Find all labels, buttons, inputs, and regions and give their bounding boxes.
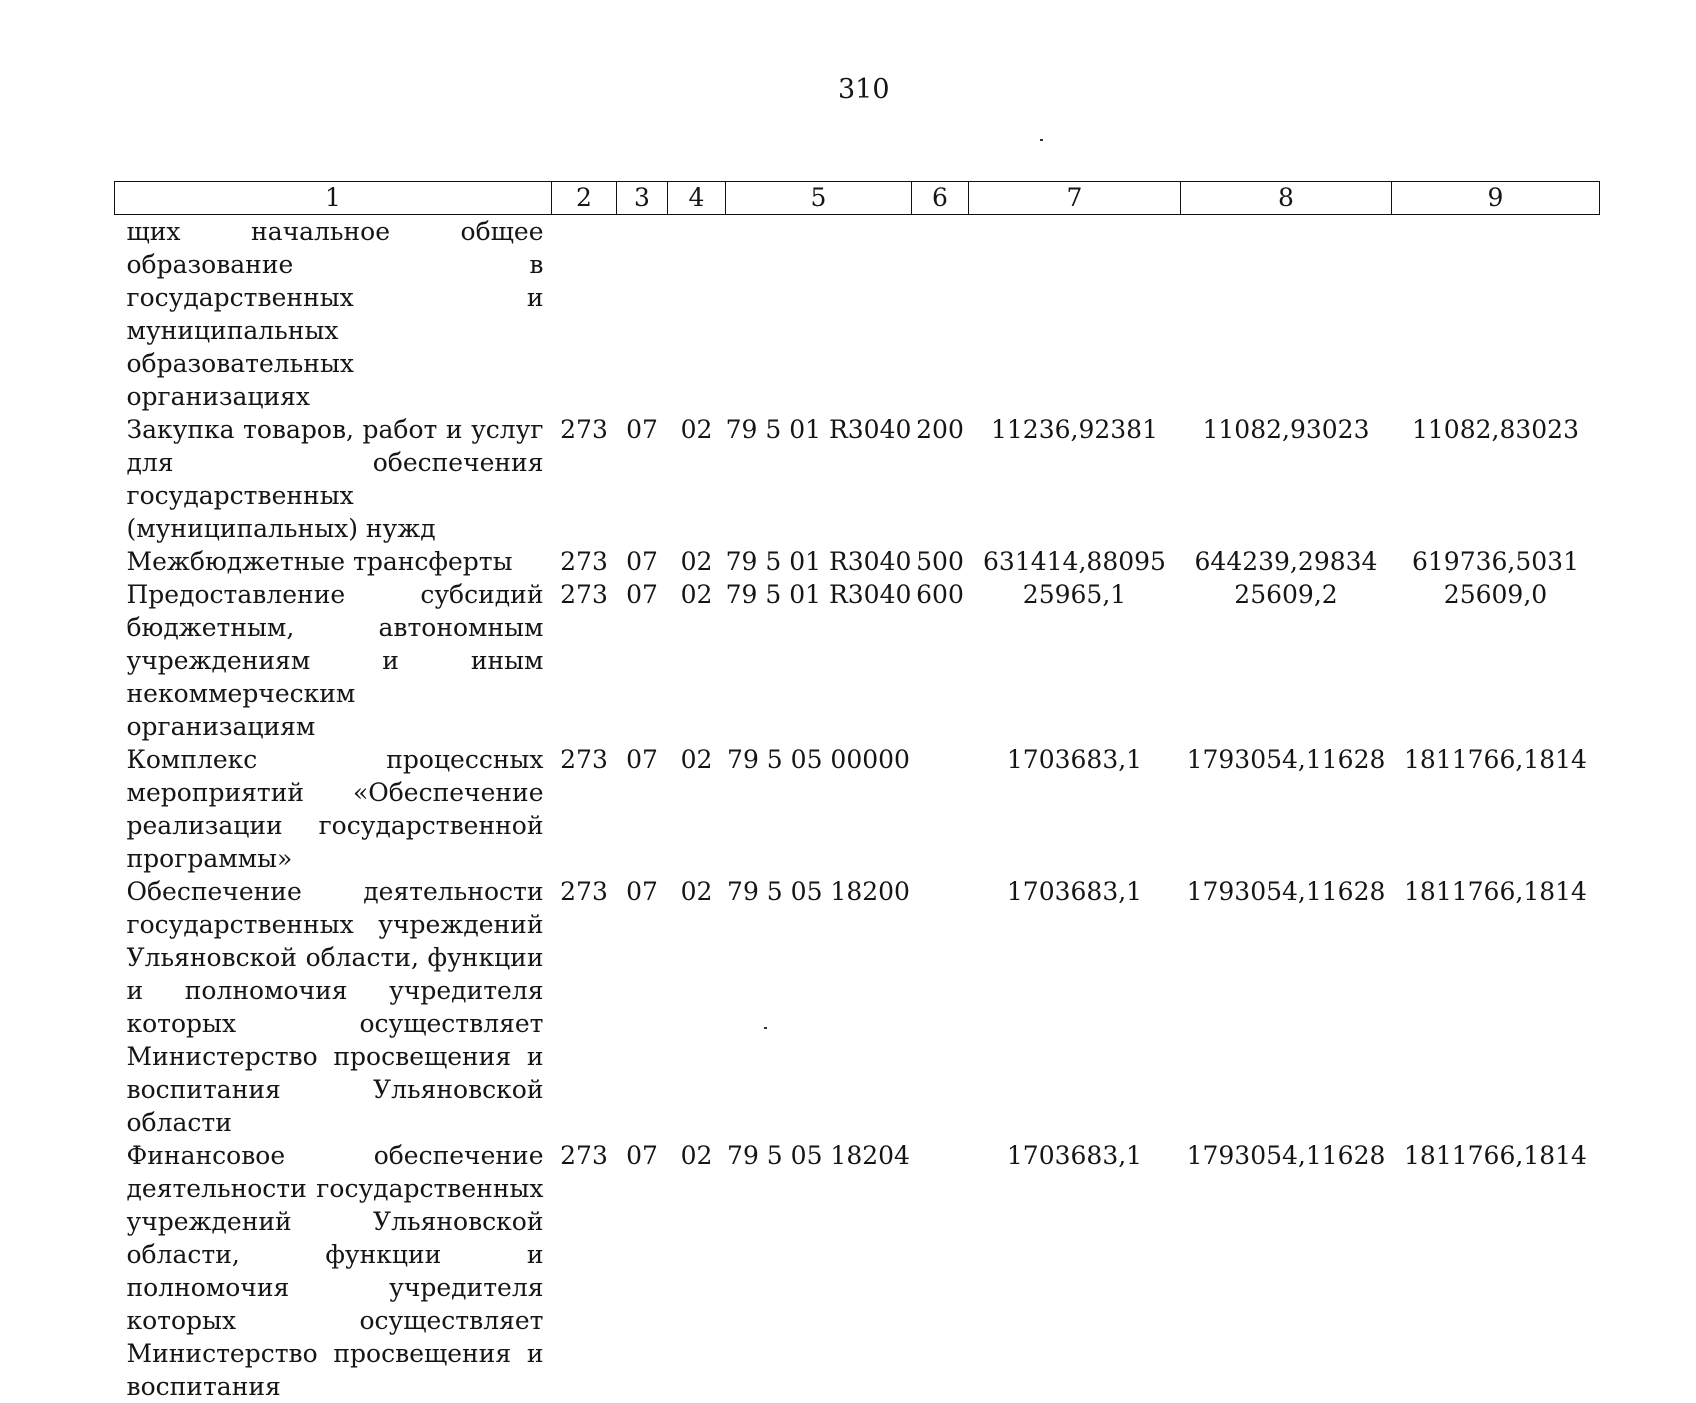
- table-row: [115, 545, 1600, 578]
- cell-subsection: 02: [668, 413, 726, 545]
- cell-section: 07: [617, 578, 668, 743]
- cell-amount-8: 644239,29834: [1181, 545, 1392, 578]
- cell-amount-8: 1793054,11628: [1181, 743, 1392, 875]
- cell-admin-code: 273: [552, 578, 617, 743]
- cell-amount-8: 25609,2: [1181, 578, 1392, 743]
- header-cell: 3: [617, 182, 668, 215]
- cell-amount-9: [1392, 215, 1600, 414]
- cell-target-code: [726, 215, 912, 414]
- header-cell: 8: [1181, 182, 1392, 215]
- cell-amount-8: 1793054,11628: [1181, 875, 1392, 1139]
- cell-amount-7: [969, 215, 1181, 414]
- header-cell: 9: [1392, 182, 1600, 215]
- cell-amount-7: 1703683,1: [969, 875, 1181, 1139]
- cell-admin-code: 273: [552, 875, 617, 1139]
- table-row: [115, 1139, 1600, 1403]
- header-cell: 5: [726, 182, 912, 215]
- cell-subsection: 02: [668, 1139, 726, 1403]
- table-row: [115, 578, 1600, 743]
- cell-target-code: 79 5 01 R3040: [726, 545, 912, 578]
- cell-admin-code: 273: [552, 1139, 617, 1403]
- scan-speck: [1040, 139, 1043, 141]
- cell-section: 07: [617, 743, 668, 875]
- header-cell: 6: [912, 182, 969, 215]
- cell-target-code: 79 5 05 18204: [726, 1139, 912, 1403]
- cell-target-code: 79 5 05 00000: [726, 743, 912, 875]
- cell-expense-type: 600: [912, 578, 969, 743]
- cell-section: 07: [617, 545, 668, 578]
- header-cell: 1: [115, 182, 552, 215]
- cell-admin-code: 273: [552, 545, 617, 578]
- cell-expense-type: [912, 1139, 969, 1403]
- cell-target-code: 79 5 05 18200: [726, 875, 912, 1139]
- cell-amount-9: 1811766,1814: [1392, 743, 1600, 875]
- cell-subsection: 02: [668, 578, 726, 743]
- header-cell: 4: [668, 182, 726, 215]
- row-description: щих начальное общее образование в государственных и муниципальных образовательных организациях: [115, 215, 552, 414]
- cell-amount-9: 1811766,1814: [1392, 875, 1600, 1139]
- row-description: Финансовое обеспечение деятельности государственных учреждений Ульяновской области, функции и полномочия учредителя которых осуществляет Министерство просвещения и воспитания: [115, 1139, 552, 1403]
- table-row: [115, 875, 1600, 1139]
- page-number: 310: [838, 76, 890, 103]
- cell-amount-9: 1811766,1814: [1392, 1139, 1600, 1403]
- cell-amount-8: 1793054,11628: [1181, 1139, 1392, 1403]
- cell-amount-7: 25965,1: [969, 578, 1181, 743]
- cell-amount-7: 1703683,1: [969, 1139, 1181, 1403]
- cell-section: 07: [617, 875, 668, 1139]
- row-description: Обеспечение деятельности государственных учреждений Ульяновской области, функции и полномочия учредителя которых осуществляет Министерство просвещения и воспитания Ульяновской области: [115, 875, 552, 1139]
- row-description: Комплекс процессных мероприятий «Обеспечение реализации государственной программы»: [115, 743, 552, 875]
- cell-amount-9: 619736,5031: [1392, 545, 1600, 578]
- cell-subsection: 02: [668, 743, 726, 875]
- table-row: [115, 743, 1600, 875]
- table-header: [115, 182, 1600, 215]
- cell-expense-type: [912, 215, 969, 414]
- cell-subsection: [668, 215, 726, 414]
- row-description: Предоставление субсидий бюджетным, автономным учреждениям и иным некоммерческим организациям: [115, 578, 552, 743]
- row-description: Закупка товаров, работ и услуг для обеспечения государственных (муниципальных) нужд: [115, 413, 552, 545]
- cell-amount-9: 25609,0: [1392, 578, 1600, 743]
- table-row: [115, 413, 1600, 545]
- cell-amount-7: 11236,92381: [969, 413, 1181, 545]
- cell-expense-type: [912, 875, 969, 1139]
- header-cell: 7: [969, 182, 1181, 215]
- cell-amount-7: 631414,88095: [969, 545, 1181, 578]
- cell-amount-7: 1703683,1: [969, 743, 1181, 875]
- cell-subsection: 02: [668, 875, 726, 1139]
- header-row: [115, 182, 1600, 215]
- cell-section: 07: [617, 1139, 668, 1403]
- cell-amount-8: [1181, 215, 1392, 414]
- cell-section: 07: [617, 413, 668, 545]
- cell-expense-type: [912, 743, 969, 875]
- cell-section: [617, 215, 668, 414]
- table-body: [115, 215, 1600, 1403]
- cell-target-code: 79 5 01 R3040: [726, 578, 912, 743]
- table-row: [115, 215, 1600, 414]
- row-description: Межбюджетные трансферты: [115, 545, 552, 578]
- cell-amount-9: 11082,83023: [1392, 413, 1600, 545]
- cell-target-code: 79 5 01 R3040: [726, 413, 912, 545]
- header-cell: 2: [552, 182, 617, 215]
- cell-amount-8: 11082,93023: [1181, 413, 1392, 545]
- cell-admin-code: 273: [552, 413, 617, 545]
- budget-table: [114, 181, 1600, 1403]
- cell-expense-type: 500: [912, 545, 969, 578]
- cell-admin-code: [552, 215, 617, 414]
- cell-subsection: 02: [668, 545, 726, 578]
- cell-admin-code: 273: [552, 743, 617, 875]
- cell-expense-type: 200: [912, 413, 969, 545]
